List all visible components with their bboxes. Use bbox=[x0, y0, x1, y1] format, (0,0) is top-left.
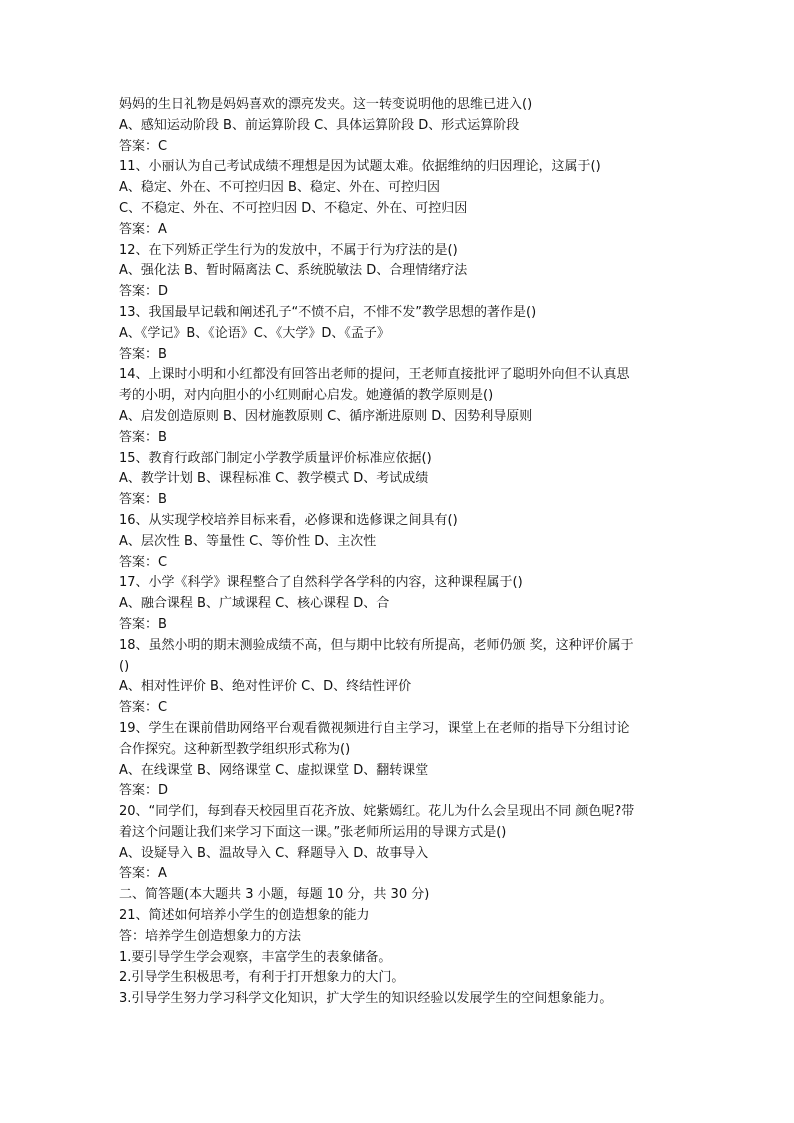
question-20: 20、“同学们，每到春天校园里百花齐放、姹紫嫣红。花儿为什么会呈现出不同 颜色呢?带 bbox=[119, 804, 635, 820]
answer-line: 答案：B bbox=[119, 492, 167, 508]
answer-line: 答案：C bbox=[119, 554, 168, 570]
answer-point-1: 1.要引导学生学会观察，丰富学生的表象储备。 bbox=[119, 949, 392, 965]
question-stem-line: () bbox=[119, 658, 130, 674]
question-stem-line: 妈妈的生日礼物是妈妈喜欢的漂亮发夹。这一转变说明他的思维已进入() bbox=[119, 97, 533, 112]
answer-line: 答案：B bbox=[119, 616, 167, 632]
question-stem-line: 合作探究。这种新型教学组织形式称为() bbox=[119, 741, 351, 757]
options-line: C、不稳定、外在、不可控归因 D、不稳定、外在、可控归因 bbox=[119, 200, 468, 216]
options-line: A、设疑导入 B、温故导入 C、释题导入 D、故事导入 bbox=[119, 845, 429, 861]
document-body bbox=[119, 95, 679, 1010]
answer-intro-line: 答：培养学生创造想象力的方法 bbox=[119, 928, 302, 944]
options-line: A、教学计划 B、课程标准 C、教学模式 D、考试成绩 bbox=[119, 471, 429, 487]
question-15: 15、教育行政部门制定小学教学质量评价标准应依据() bbox=[119, 450, 432, 466]
question-16: 16、从实现学校培养目标来看，必修课和选修课之间具有() bbox=[119, 512, 458, 528]
options-line: A、《学记》B、《论语》C、《大学》D、《孟子》 bbox=[119, 325, 390, 341]
answer-line: 答案：D bbox=[119, 783, 169, 799]
question-13: 13、我国最早记载和阐述孔子“不愤不启，不悱不发”教学思想的著作是() bbox=[119, 304, 537, 320]
question-stem-line: 着这个问题让我们来学习下面这一课。”张老师所运用的导课方式是() bbox=[119, 824, 507, 840]
question-17: 17、小学《科学》课程整合了自然科学各学科的内容，这种课程属于() bbox=[119, 575, 523, 591]
answer-line: 答案：D bbox=[119, 284, 169, 300]
answer-line: 答案：C bbox=[119, 700, 168, 716]
question-12: 12、在下列矫正学生行为的发放中，不属于行为疗法的是() bbox=[119, 242, 458, 258]
options-line: A、强化法 B、暂时隔离法 C、系统脱敏法 D、合理情绪疗法 bbox=[119, 263, 468, 279]
question-11: 11、小丽认为自己考试成绩不理想是因为试题太难。依据维纳的归因理论，这属于() bbox=[119, 159, 601, 175]
answer-line: 答案：C bbox=[119, 138, 168, 154]
answer-line: 答案：B bbox=[119, 346, 167, 362]
question-19: 19、学生在课前借助网络平台观看微视频进行自主学习，课堂上在老师的指导下分组讨论 bbox=[119, 720, 630, 736]
options-line: A、感知运动阶段 B、前运算阶段 C、具体运算阶段 D、形式运算阶段 bbox=[119, 117, 520, 133]
section-heading: 二、简答题(本大题共 3 小题，每题 10 分，共 30 分) bbox=[119, 887, 430, 903]
question-21: 21、简述如何培养小学生的创造想象的能力 bbox=[119, 908, 370, 924]
options-line: A、在线课堂 B、网络课堂 C、虚拟课堂 D、翻转课堂 bbox=[119, 762, 429, 778]
options-line: A、融合课程 B、广域课程 C、核心课程 D、合 bbox=[119, 596, 390, 612]
question-18: 18、虽然小明的期末测验成绩不高，但与期中比较有所提高，老师仍颁 奖，这种评价属于 bbox=[119, 637, 634, 653]
answer-point-3: 3.引导学生努力学习科学文化知识，扩大学生的知识经验以发展学生的空间想象能力。 bbox=[119, 991, 613, 1007]
question-14: 14、上课时小明和小红都没有回答出老师的提问，王老师直接批评了聪明外向但不认真思 bbox=[119, 367, 630, 383]
answer-point-2: 2.引导学生积极思考，有利于打开想象力的大门。 bbox=[119, 970, 405, 986]
options-line: A、相对性评价 B、绝对性评价 C、D、终结性评价 bbox=[119, 679, 412, 695]
answer-line: 答案：A bbox=[119, 866, 167, 882]
options-line: A、层次性 B、等量性 C、等价性 D、主次性 bbox=[119, 533, 377, 549]
options-line: A、启发创造原则 B、因材施教原则 C、循序渐进原则 D、因势利导原则 bbox=[119, 408, 533, 424]
answer-line: 答案：B bbox=[119, 429, 167, 445]
options-line: A、稳定、外在、不可控归因 B、稳定、外在、可控归因 bbox=[119, 180, 440, 196]
answer-line: 答案：A bbox=[119, 221, 167, 237]
question-stem-line: 考的小明，对内向胆小的小红则耐心启发。她遵循的教学原则是() bbox=[119, 388, 494, 404]
